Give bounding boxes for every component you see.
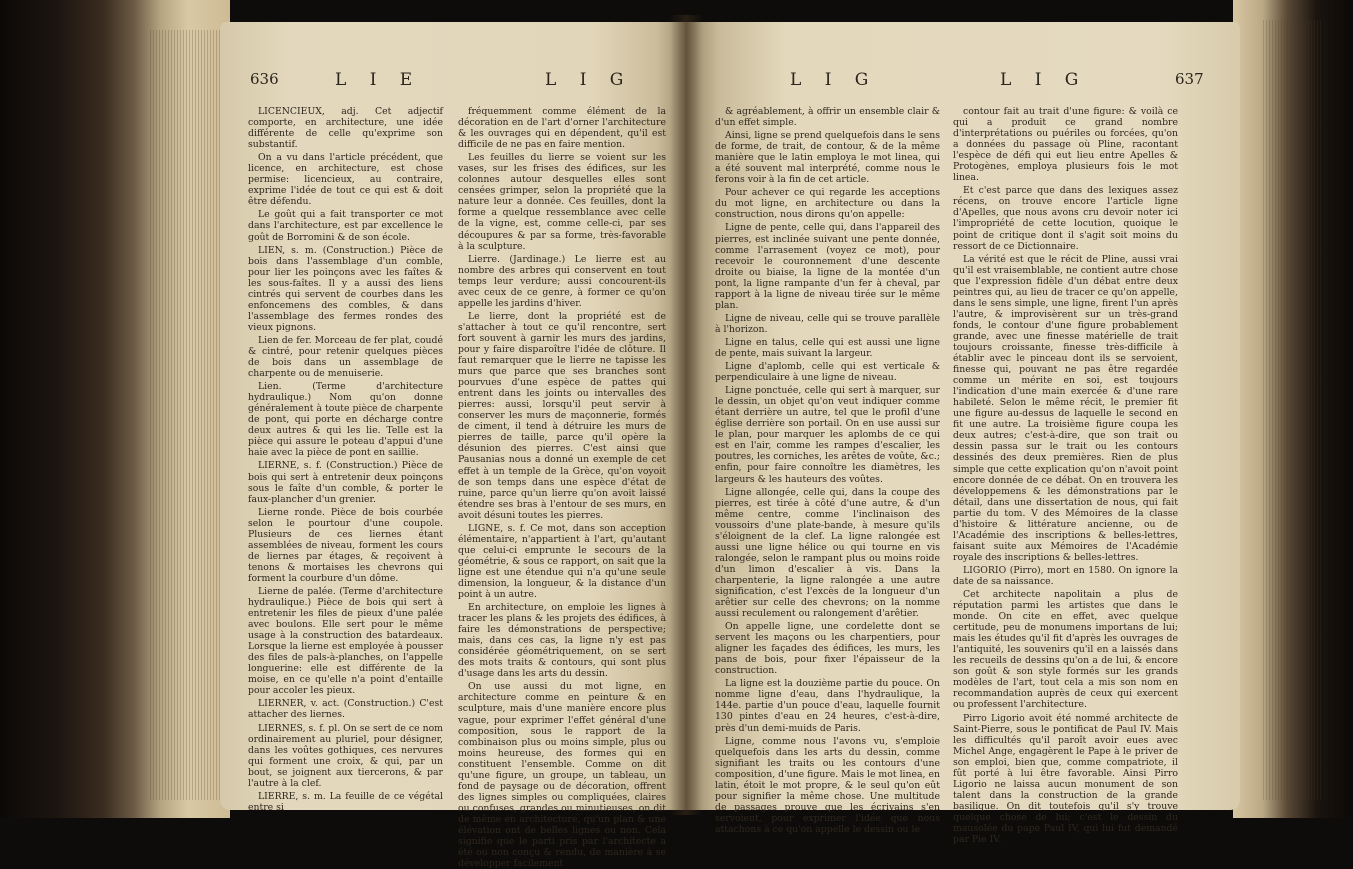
left-page-column-1 xyxy=(248,106,443,813)
paragraph: LIGORIO (Pirro), mort en 1580. On ignore la date de sa naissance. xyxy=(953,564,1178,587)
paragraph: On appelle ligne, une cordelette dont se servent les maçons ou les charpentiers, pour aligner les façades des édifices, les murs, les pans de bois, pour fixer l'épaisseur de la construction. xyxy=(715,621,940,677)
page-number-right: 637 xyxy=(1175,70,1204,88)
paragraph: LIGNE, s. f. Ce mot, dans son acception élémentaire, n'appartient à l'art, qu'autant que celui-ci emprunte le secours de la géométrie, & sous ce rapport, on sait que la ligne est une étendue qui n'a qu'une seule dimension, la longueur, & la distance d'un point à un autre. xyxy=(458,522,666,601)
paragraph: Ligne d'aplomb, celle qui est verticale & perpendiculaire à une ligne de niveau. xyxy=(715,361,940,384)
paragraph: On a vu dans l'article précédent, que licence, en architecture, est chose permise: licencieux, au contraire, exprime l'idée de tout ce qui est & doit être défendu. xyxy=(248,152,443,208)
paragraph: Lierre. (Jardinage.) Le lierre est au nombre des arbres qui conservent en tout temps leur verdure; aussi concourent-ils avec ceux de ce genre, à former ce qu'on appelle les jardins d'hiver. xyxy=(458,253,666,309)
paragraph: Lien. (Terme d'architecture hydraulique.) Nom qu'on donne généralement à toute pièce de charpente de pont, qui porte en décharge contre deux autres & qui les lie. Telle est la pièce qui assure le poteau d'appui d'une haie avec la pièce de pont en saillie. xyxy=(248,381,443,459)
paragraph: LIERNES, s. f. pl. On se sert de ce nom ordinairement au pluriel, pour désigner, dans les voûtes gothiques, ces nervures qui forment une croix, & qui, par un bout, se joignent aux tiercerons, & par l'autre à la clef. xyxy=(248,722,443,789)
paragraph: Ligne ponctuée, celle qui sert à marquer, sur le dessin, un objet qu'on veut indiquer comme étant derrière un autre, tel que le profil d'une église derrière son portail. On en use aussi sur le plan, pour marquer les aplombs de ce qui est en l'air, comme les rampes d'escalier, les poutres, les corniches, les arêtes de voûte, &c.; enfin, pour faire connoître les diamètres, les largeurs & les hauteurs des voûtes. xyxy=(715,385,940,485)
paragraph: & agréablement, à offrir un ensemble clair & d'un effet simple. xyxy=(715,106,940,129)
paragraph: La ligne est la douzième partie du pouce. On nomme ligne d'eau, dans l'hydraulique, la 144e. partie d'un pouce d'eau, laquelle fournit 130 pintes d'eau en 24 heures, c'est-à-dire, près d'un demi-muids de Paris. xyxy=(715,678,940,734)
paragraph: Ligne allongée, celle qui, dans la coupe des pierres, est tirée à côté d'une autre, & d'un même centre, comme l'inclinaison des voussoirs d'une plate-bande, à mesure qu'ils s'éloignent de la clef. La ligne ralongée est aussi une ligne hélice ou qui tourne en vis ralongée, selon le rampant plus ou moins roide d'un limon d'escalier à vis. Dans la charpenterie, la ligne ralongée a une autre signification, c'est l'excès de la longueur d'un arêtier sur celle des chevrons; on la nomme aussi reculement ou ralongement d'arêtier. xyxy=(715,486,940,620)
paragraph: On use aussi du mot ligne, en architecture comme en peinture & en sculpture, mais d'une manière encore plus vague, pour exprimer l'effet général d'une composition, sous le rapport de la combinaison plus ou moins simple, plus ou moins heureuse, des formes qui en constituent l'ensemble. Comme on dit qu'une figure, un groupe, un tableau, un fond de paysage ou de décoration, offrent des lignes simples ou compliquées, claires ou confuses, grandes ou minutieuses, on dit de même en architecture, qu'un plan & une élévation ont de belles lignes ou non. Cela signifie que le parti pris par l'architecte a été ou non conçu & rendu, de manière à se développer facilement xyxy=(458,681,666,869)
running-head-right-col: L I G xyxy=(1000,70,1088,90)
paragraph: Cet architecte napolitain a plus de réputation parmi les artistes que dans le monde. On cite en effet, avec quelque certitude, peu de monumens importans de lui; mais les études qu'il fit d'après les ouvrages de l'antiquité, les souvenirs qu'il en a laissés dans les recueils de dessins qu'on a de lui, & encore son goût & son style formés sur les grands modèles de l'art, tout cela a mis son nom en recommandation auprès de ceux qui exercent ou professent l'architecture. xyxy=(953,589,1178,711)
paragraph: En architecture, on emploie les lignes à tracer les plans & les projets des édifices, à faire les démonstrations de perspective; mais, dans ces cas, la ligne n'y est pas considérée géométriquement, on se sert des mots traits & contours, qui sont plus d'usage dans les arts du dessin. xyxy=(458,602,666,680)
right-page xyxy=(685,22,1240,846)
paragraph: Ligne en talus, celle qui est aussi une ligne de pente, mais suivant la largeur. xyxy=(715,336,940,359)
running-head-left-col: L I G xyxy=(790,70,878,90)
paragraph: Le goût qui a fait transporter ce mot dans l'architecture, est par excellence le goût de Borromini & de son école. xyxy=(248,209,443,243)
paragraph: Ligne de pente, celle qui, dans l'appareil des pierres, est inclinée suivant une pente donnée, comme l'arrasement (voyez ce mot), pour recevoir le couronnement d'une descente droite ou biaise, la ligne de la montée d'un pont, la ligne rampante d'un fer à cheval, par rapport à la ligne de niveau tirée sur le même plan. xyxy=(715,222,940,311)
paragraph: LIEN, s. m. (Construction.) Pièce de bois dans l'assemblage d'un comble, pour lier les poinçons avec les faîtes & les sous-faîtes. Il y a aussi des liens cintrés qui servent de courbes dans les enfoncemens des combles, & dans l'assemblage des fermes rondes des vieux pignons. xyxy=(248,244,443,333)
paragraph: La vérité est que le récit de Pline, aussi vrai qu'il est vraisemblable, ne contient autre chose que l'expression fidèle d'un débat entre deux peintres qui, au lieu de tracer ce qu'on appelle, dans le sens simple, une ligne, firent l'un après l'autre, & improvisèrent sur un très-grand fonds, le contour d'une figure probablement grande, avec une finesse matérielle de trait toujours croissante, finesse très-difficile à établir avec le pinceau dont ils se servoient, finesse qui, pouvant ne pas être regardée comme un mérite en soi, est toujours l'indication d'une main exercée & d'une rare habileté. Selon le même récit, le premier fit une figure au-dessus de laquelle le second en fit une autre. La troisième figure coupa les deux autres; c'est-à-dire, que son trait ou dessin passa sur le trait ou les contours dessinés des deux premières. Rien de plus simple que cette explication qu'on n'avoit point encore donnée de ce débat. On en trouvera les développemens & les démonstrations par le détail, dans une dissertation de nous, qui fait partie du tom. V des Mémoires de la classe d'histoire & littérature ancienne, ou de l'Académie des inscriptions & belles-lettres, faisant suite aux Mémoires de l'Académie royale des inscriptions & belles-lettres. xyxy=(953,253,1178,563)
paragraph: Pour achever ce qui regarde les acceptions du mot ligne, en architecture ou dans la construction, nous dirons qu'on appelle: xyxy=(715,187,940,221)
paragraph: Ligne, comme nous l'avons vu, s'emploie quelquefois dans les arts du dessin, comme signifiant les traits ou les contours d'une composition, d'une figure. Mais le mot linea, en latin, étoit le mot propre, & le seul qu'on eût pour signifier la même chose. Une multitude de passages prouve que les écrivains s'en servoient, pour exprimer l'idée que nous attachons à ce qu'on appelle le dessin ou le xyxy=(715,735,940,835)
right-page-edges xyxy=(1233,0,1353,818)
paragraph: Pirro Ligorio avoit été nommé architecte de Saint-Pierre, sous le pontificat de Paul IV. Mais les difficultés qu'il paroît avoir eues avec Michel Ange, engagèrent le Pape à le priver de son emploi, bien que, comme compatriote, il fût porté à lui être favorable. Ainsi Pirro Ligorio ne laissa aucun monument de son talent dans la construction de la grande basilique. On dit toutefois qu'il s'y trouve quelque chose de lui; c'est le dessin du mausolée du pape Paul IV, qui lui fut demandé par Pie IV. xyxy=(953,712,1178,846)
paragraph: Et c'est parce que dans des lexiques assez récens, on trouve encore l'article ligne d'Apelles, que nous avons cru devoir noter ici l'impropriété de cette locution, quoique le point de critique dont il s'agit soit moins du ressort de ce Dictionnaire. xyxy=(953,185,1178,252)
left-page xyxy=(220,22,685,869)
paragraph: Le lierre, dont la propriété est de s'attacher à tout ce qu'il rencontre, sert fort souvent à garnir les murs des jardins, pour y faire disparoître l'idée de clôture. Il faut remarquer que le lierre ne tapisse les murs que parce que ses branches sont pourvues d'une espèce de pattes qui entrent dans les joints ou intervalles des pierres: aussi, lorsqu'il peut servir à conserver les murs de maçonnerie, formés de ciment, il tend à détruire les murs de pierres de taille, parce qu'il opère la désunion des pierres. C'est ainsi que Pausanias nous a donné un exemple de cet effet à un temple de la Grèce, qu'on voyoit de son temps dans une espèce d'état de ruine, parce qu'un lierre qu'on avoit laissé étendre ses bras à l'entour de ses murs, en avoit désuni toutes les pierres. xyxy=(458,310,666,521)
paragraph: Lierne de palée. (Terme d'architecture hydraulique.) Pièce de bois qui sert à entretenir les files de pieux d'une palée avec boulons. Elle sert pour le même usage à la construction des batardeaux. Lorsque la lierne est employée à pousser des files de pals-à-planches, on l'appelle longuerine: elle est différente de la moise, en ce qu'elle n'a point d'entaille pour accoler les pieux. xyxy=(248,585,443,697)
right-page-header xyxy=(685,70,1240,100)
left-page-edges xyxy=(0,0,230,818)
book-gutter xyxy=(670,15,702,815)
page-number-left: 636 xyxy=(250,70,279,88)
paragraph: Ainsi, ligne se prend quelquefois dans le sens de forme, de trait, de contour, & de la même manière que le latin employa le mot linea, qui a été souvent mal interprété, comme nous le ferons voir à la fin de cet article. xyxy=(715,130,940,186)
paragraph: LIERRE, s. m. La feuille de ce végétal entre si xyxy=(248,790,443,813)
right-page-column-1 xyxy=(715,106,940,835)
right-page-column-2 xyxy=(953,106,1178,846)
paragraph: Ligne de niveau, celle qui se trouve parallèle à l'horizon. xyxy=(715,312,940,335)
paragraph: Lierne ronde. Pièce de bois courbée selon le pourtour d'une coupole. Plusieurs de ces liernes étant assemblées de niveau, forment les cours de liernes par étages, & reçoivent à tenons & mortaises les chevrons qui forment la courbure d'un dôme. xyxy=(248,506,443,584)
paragraph: Les feuilles du lierre se voient sur les vases, sur les frises des édifices, sur les colonnes autour desquelles elles sont censées grimper, selon la propriété que la nature leur a donnée. Ces feuilles, dont la forme a quelque ressemblance avec celle de la vigne, est, comme celle-ci, par ses découpures & par sa forme, très-favorable à la sculpture. xyxy=(458,152,666,252)
running-head-left-col: L I E xyxy=(335,70,422,90)
paragraph: Lien de fer. Morceau de fer plat, coudé & cintré, pour retenir quelques pièces de bois dans un assemblage de charpente ou de menuiserie. xyxy=(248,334,443,380)
left-page-column-2 xyxy=(458,106,666,869)
running-head-right-col: L I G xyxy=(545,70,633,90)
left-page-header xyxy=(220,70,685,100)
paragraph: fréquemment comme élément de la décoration en de l'art d'orner l'architecture & les ouvrages qui en dépendent, qu'il est difficile de ne pas en faire mention. xyxy=(458,106,666,151)
paragraph: LIERNE, s. f. (Construction.) Pièce de bois qui sert à entretenir deux poinçons sous le faîte d'un comble, & porter le faux-plancher d'un grenier. xyxy=(248,460,443,505)
paragraph: LIERNER, v. act. (Construction.) C'est attacher des liernes. xyxy=(248,698,443,721)
paragraph: contour fait au trait d'une figure: & voilà ce qui a produit ce grand nombre d'interprétations ou puériles ou forcées, qu'on a données du passage où Pline, racontant l'espèce de défi qui eut lieu entre Apelles & Protogènes, employa plusieurs fois le mot linea. xyxy=(953,106,1178,184)
paragraph: LICENCIEUX, adj. Cet adjectif comporte, en architecture, une idée différente de celle qu'exprime son substantif. xyxy=(248,106,443,151)
